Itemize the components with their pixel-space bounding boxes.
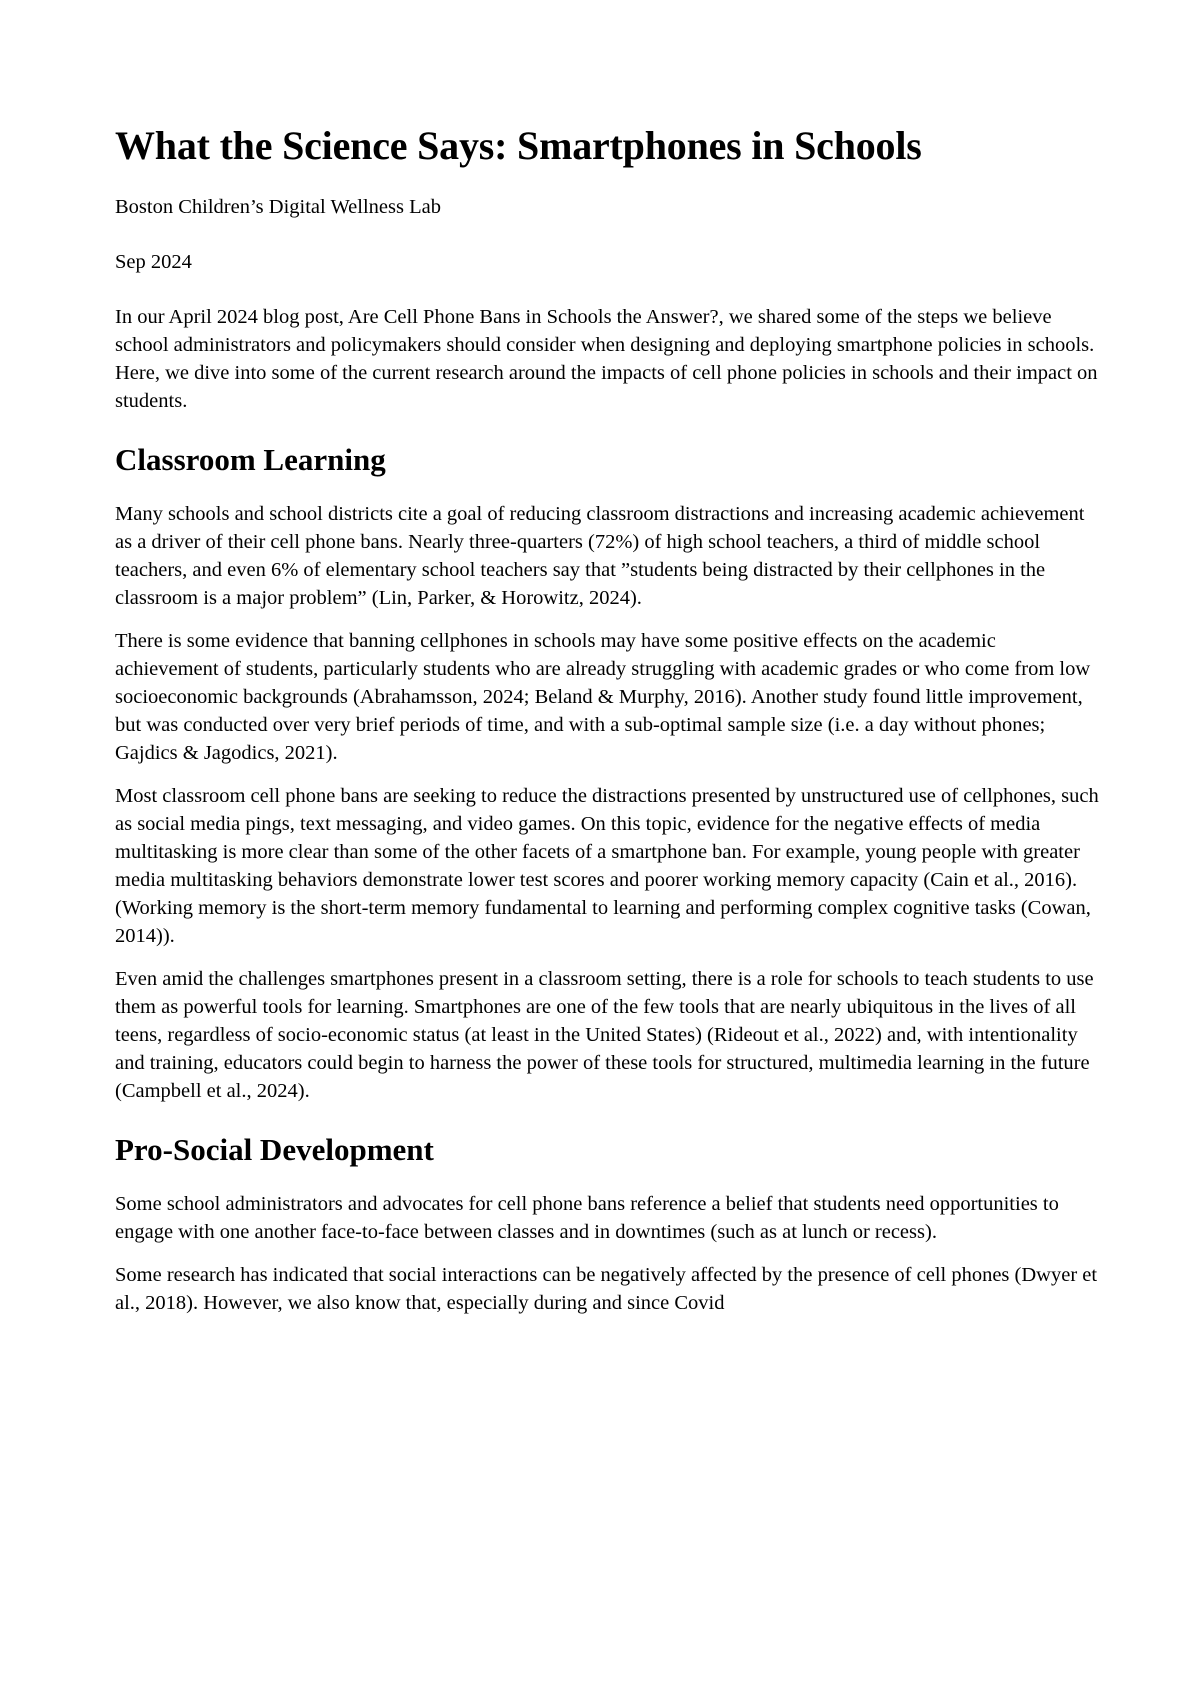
author-line: Boston Children’s Digital Wellness Lab: [115, 196, 441, 218]
body-paragraph: Even amid the challenges smartphones present in a classroom setting, there is a role for schools to teach students to use them as powerful tools for learning. Smartphones are one of the few tools that are nearly ubiquitous in the lives of all teens, regardless of socio-economic status (at least in the United States) (Rideout et al., 2022) and, with intentionality and training, educators could begin to harness the power of these tools for structured, multimedia learning in the future (Campbell et al., 2024).: [115, 968, 1094, 1102]
body-paragraph: There is some evidence that banning cellphones in schools may have some positive effects on the academic achievement of students, particularly students who are already struggling with academic grades or who come from low socioeconomic backgrounds (Abrahamsson, 2024; Beland & Murphy, 2016). Another study found little improvement, but was conducted over very brief periods of time, and with a sub-optimal sample size (i.e. a day without phones; Gajdics & Jagodics, 2021).: [115, 630, 1091, 764]
body-paragraph: Some research has indicated that social interactions can be negatively affected by the presence of cell phones (Dwyer et al., 2018). However, we also know that, especially during and since Covid: [115, 1264, 1098, 1314]
intro-paragraph: In our April 2024 blog post, Are Cell Phone Bans in Schools the Answer?, we shared some of the steps we believe school administrators and policymakers should consider when designing and deploying smartphone policies in schools. Here, we dive into some of the current research around the impacts of cell phone policies in schools and their impact on students.: [115, 306, 1098, 412]
body-paragraph: Most classroom cell phone bans are seeking to reduce the distractions presented by unstructured use of cellphones, such as social media pings, text messaging, and video games. On this topic, evidence for the negative effects of media multitasking is more clear than some of the other facets of a smartphone ban. For example, young people with greater media multitasking behaviors demonstrate lower test scores and poorer working memory capacity (Cain et al., 2016). (Working memory is the short-term memory fundamental to learning and performing complex cognitive tasks (Cowan, 2014)).: [115, 785, 1099, 947]
document-title: What the Science Says: Smartphones in Schools: [115, 123, 922, 168]
section-heading-pro-social-development: Pro-Social Development: [115, 1132, 434, 1167]
document-page: [115, 115, 1100, 1332]
body-paragraph: Many schools and school districts cite a goal of reducing classroom distractions and increasing academic achievement as a driver of their cell phone bans. Nearly three-quarters (72%) of high school teachers, a third of middle school teachers, and even 6% of elementary school teachers say that ”students being distracted by their cellphones in the classroom is a major problem” (Lin, Parker, & Horowitz, 2024).: [115, 503, 1085, 609]
body-paragraph: Some school administrators and advocates for cell phone bans reference a belief that students need opportunities to engage with one another face-to-face between classes and in downtimes (such as at lunch or recess).: [115, 1193, 1059, 1243]
section-heading-classroom-learning: Classroom Learning: [115, 442, 386, 477]
publish-date: Sep 2024: [115, 251, 192, 273]
